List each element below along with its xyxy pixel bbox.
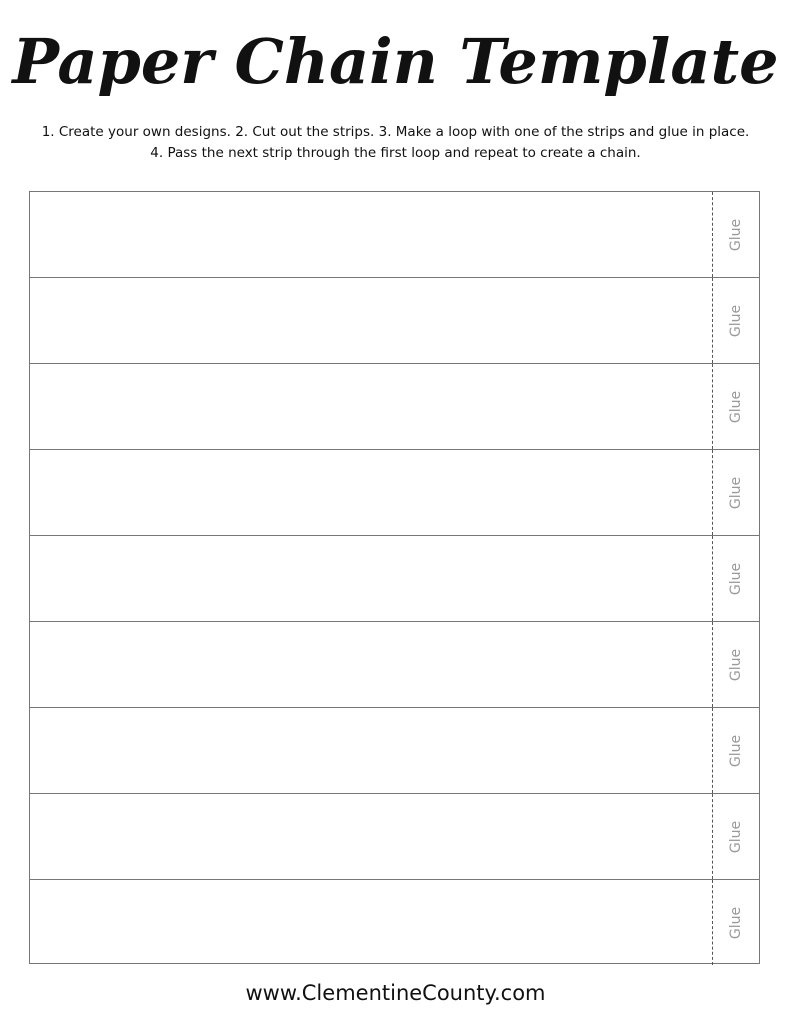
glue-tab xyxy=(712,278,759,363)
footer-url: www.ClementineCounty.com xyxy=(245,981,546,1005)
strip-design-area xyxy=(30,536,712,621)
glue-tab xyxy=(712,708,759,793)
strip-design-area xyxy=(30,278,712,363)
strip-design-area xyxy=(30,880,712,965)
paper-strip xyxy=(30,192,759,278)
paper-strip xyxy=(30,794,759,880)
glue-tab xyxy=(712,536,759,621)
glue-label: Glue xyxy=(728,476,744,509)
instructions-line-2: 4. Pass the next strip through the first loop and repeat to create a chain. xyxy=(150,145,641,161)
instructions-line-1: 1. Create your own designs. 2. Cut out the strips. 3. Make a loop with one of the strips and glue in place. xyxy=(41,124,750,140)
glue-tab xyxy=(712,880,759,965)
strip-design-area xyxy=(30,192,712,277)
paper-strip xyxy=(30,708,759,794)
paper-strip xyxy=(30,450,759,536)
page-title: Paper Chain Template xyxy=(12,25,779,98)
glue-label: Glue xyxy=(728,648,744,681)
glue-label: Glue xyxy=(728,734,744,767)
strips-table xyxy=(29,191,760,964)
glue-tab xyxy=(712,794,759,879)
glue-label: Glue xyxy=(728,304,744,337)
glue-tab xyxy=(712,192,759,277)
glue-label: Glue xyxy=(728,906,744,939)
strip-design-area xyxy=(30,708,712,793)
strip-design-area xyxy=(30,622,712,707)
paper-strip xyxy=(30,880,759,965)
glue-label: Glue xyxy=(728,218,744,251)
glue-label: Glue xyxy=(728,390,744,423)
glue-tab xyxy=(712,622,759,707)
paper-strip xyxy=(30,364,759,450)
paper-strip xyxy=(30,278,759,364)
strip-design-area xyxy=(30,450,712,535)
strip-design-area xyxy=(30,794,712,879)
paper-strip xyxy=(30,536,759,622)
paper-strip xyxy=(30,622,759,708)
glue-label: Glue xyxy=(728,820,744,853)
glue-tab xyxy=(712,364,759,449)
glue-label: Glue xyxy=(728,562,744,595)
glue-tab xyxy=(712,450,759,535)
strip-design-area xyxy=(30,364,712,449)
instructions xyxy=(0,122,791,164)
